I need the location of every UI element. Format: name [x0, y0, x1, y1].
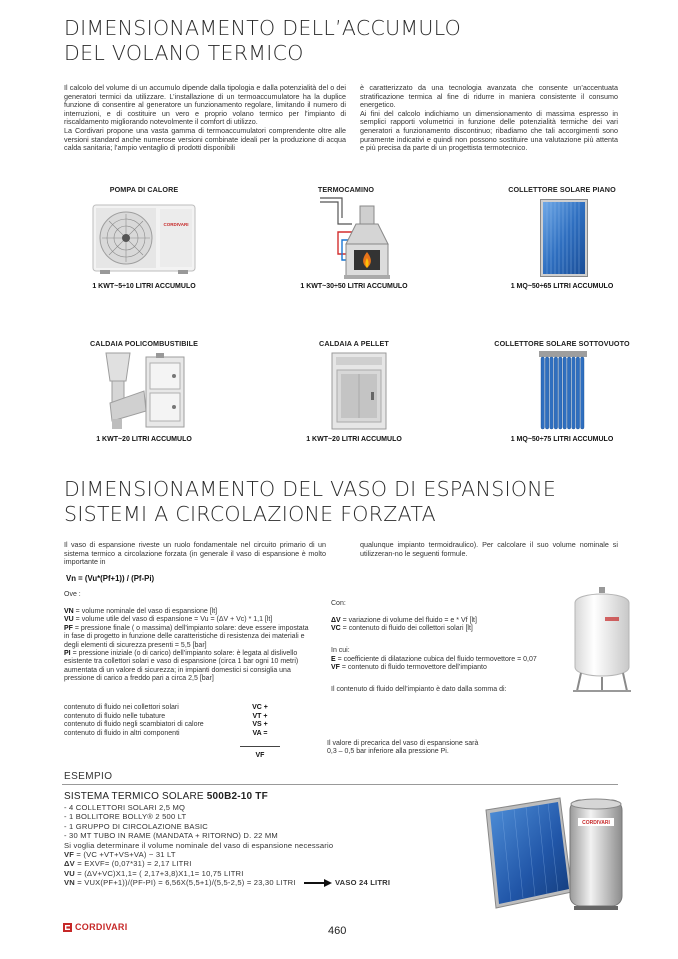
example-block — [64, 790, 390, 888]
con-label: Con: — [331, 600, 346, 607]
precarica-note — [327, 740, 478, 757]
section1-title — [64, 16, 461, 66]
content-value-vt: VT + — [252, 712, 268, 720]
product-caption-multifuel-boiler: 1 KWT~20 LITRI ACCUMULO — [96, 436, 192, 443]
esempio-heading: ESEMPIO — [64, 771, 113, 782]
section1-title-line2: DEL VOLANO TERMICO — [64, 41, 304, 65]
calc-delta-v: ΔV = EXVF= (0,07*31) = 2,17 LITRI — [64, 859, 192, 869]
def-vu: VU = volume utile del vaso di espansione = Vu = (ΔV + Vc) * 1,1 [lt] — [64, 616, 273, 624]
def-pi: PI = pressione iniziale (o di carico) dell’impianto solare: è legata al dislivello — [64, 650, 298, 658]
product-caption-flat-collector: 1 MQ~50÷65 LITRI ACCUMULO — [510, 283, 614, 290]
content-value-vs: VS + — [252, 721, 268, 729]
def-pf: PF = pressione finale ( o massima) dell’impianto solare: deve essere impostata — [64, 624, 309, 632]
example-question: Si voglia determinare il volume nominale del vaso di espansione necessario — [64, 840, 334, 850]
example-item-1: - 4 COLLETTORI SOLARI 2,5 MQ — [64, 803, 186, 812]
example-item-4: - 30 MT TUBO IN RAME (MANDATA + RITORNO) D. 22 MM — [64, 831, 278, 841]
definitions-right — [331, 617, 561, 634]
section2-intro-col1: Il vaso di espansione riveste un ruolo fondamentale nel circuito primario di un sistema termico a circolazione forzata (in generale il vaso di espansione è molto importante in — [64, 540, 326, 567]
definitions-right2 — [331, 656, 571, 673]
product-title-heat-pump: POMPA DI CALORE — [109, 185, 179, 194]
def-pf-cont2: degli elementi di sicurezza presenti = 5,5 [bar] — [64, 641, 207, 649]
section2-title — [64, 477, 556, 527]
section1-col2-p2: Ai fini del calcolo indichiamo un dimensionamento di massima espresso in semplici rapporti volumetrici in funzione delle potenzialità termiche dei vari generatori a funzionamento discontinuo; ribadiamo che tali accorgimenti sono puramente indicativi e quindi non possono sostituire una valutazione più attenta e più precisa da parte di un progettista termotecnico. — [360, 108, 618, 153]
vacuum-collector-image — [539, 351, 587, 436]
in-cui-label: In cui: — [331, 647, 350, 654]
product-title-pellet-boiler: CALDAIA A PELLET — [319, 339, 389, 348]
def-pi-cont3: pressione di carico a freddo pari a circa 2,5 [bar] — [64, 675, 214, 683]
def-vc: VC = contenuto di fluido dei collettori solari [lt] — [331, 625, 473, 633]
product-caption-fireplace: 1 KWT~30÷50 LITRI ACCUMULO — [300, 283, 408, 290]
cordivari-logo — [63, 922, 128, 932]
solar-system-image — [482, 796, 630, 919]
example-result: VASO 24 LITRI — [334, 878, 391, 888]
content-value-vc: VC + — [252, 704, 268, 711]
page-number: 460 — [328, 925, 347, 937]
def-pi-cont2: aumentata di un valore di sicurezza; in impianti domestici si consiglia una — [64, 666, 291, 674]
content-label-pipes: contenuto di fluido nelle tubature — [64, 712, 166, 720]
tank-brand-label: CORDIVARI — [582, 820, 610, 826]
calc-vf: VF = (VC +VT+VS+VA) ~ 31 LT — [64, 850, 176, 860]
calc-vu: VU = (ΔV+VC)X1,1= ( 2,17+3,8)X1,1= 10,75 LITRI — [64, 868, 244, 878]
content-sum-rule — [240, 746, 280, 747]
flat-collector-image — [540, 199, 588, 282]
heat-pump-image — [92, 204, 196, 279]
def-e: E = coefficiente di dilatazione cubica del fluido termovettore = 0,07 — [331, 656, 537, 663]
content-label-exchangers: contenuto di fluido negli scambiatori di calore — [64, 721, 204, 729]
def-vn: VN = volume nominale del vaso di espansione [lt] — [64, 608, 218, 615]
def-pf-cont1: in fase di progetto in funzione delle caratteristiche di resistenza dei materiali e — [64, 633, 305, 641]
precarica-line2: 0,3 – 0,5 bar inferiore alla pressione Pi. — [327, 748, 449, 756]
section1-col2-p1: è caratterizzato da una tecnologia avanzata che consente un’accentuata stratificazione termica al fine di ridurre in maniera consistente il consumo energetico. — [360, 83, 618, 110]
product-caption-heat-pump: 1 KWT~5÷10 LITRI ACCUMULO — [92, 283, 196, 290]
example-item-2: - 1 BOLLITORE BOLLY® 2 500 LT — [64, 812, 187, 822]
precarica-line1: Il valore di precarica del vaso di espansione sarà — [327, 740, 479, 747]
esempio-divider — [62, 784, 618, 785]
product-title-multifuel-boiler: CALDAIA POLICOMBUSTIBILE — [90, 339, 198, 348]
content-total-vf: VF — [255, 752, 265, 759]
section2-intro-col2: qualunque impianto termoidraulico). Per calcolare il suo volume nominale si utilizzeran-no le seguenti formule. — [360, 540, 618, 558]
content-label-collectors: contenuto di fluido nei collettori solari — [64, 704, 179, 711]
arrow-right-icon — [304, 879, 332, 887]
ove-label: Ove : — [64, 591, 81, 598]
unit-brand-label: CORDIVARI — [163, 222, 189, 227]
product-title-fireplace: TERMOCAMINO — [317, 185, 375, 194]
content-labels — [64, 704, 204, 738]
section1-title-line1: DIMENSIONAMENTO DELL’ACCUMULO — [64, 16, 462, 40]
section1-col2 — [360, 84, 618, 153]
content-label-other: contenuto di fluido in altri componenti — [64, 729, 180, 737]
pellet-boiler-image — [331, 352, 387, 435]
expansion-formula: Vn = (Vu*(Pf+1)) / (Pf-Pi) — [66, 574, 155, 583]
def-pi-cont1: esistente tra collettori solari e vaso di espansione (circa 1 bar ogni 10 metri) — [64, 658, 299, 666]
section2-title-line1: DIMENSIONAMENTO DEL VASO DI ESPANSIONE — [64, 477, 557, 501]
logo-text: CORDIVARI — [75, 922, 128, 932]
content-values — [244, 704, 276, 738]
expansion-vessel-image — [569, 587, 635, 700]
section2-title-line2: SISTEMI A CIRCOLAZIONE FORZATA — [64, 502, 436, 526]
content-value-va: VA = — [252, 729, 268, 737]
multifuel-boiler-image — [104, 351, 186, 436]
product-title-flat-collector: COLLETTORE SOLARE PIANO — [508, 185, 616, 194]
product-title-vacuum-collector: COLLETTORE SOLARE SOTTOVUOTO — [494, 339, 630, 348]
section1-col1-p1: Il calcolo del volume di un accumulo dipende dalla tipologia e dalla potenzialità del o dei generatori termici da utilizzare. L’installazione di un termoaccumulatore ha la duplice funzione di consentire al generatore un funzionamento regolare, limitando il numero di interruzioni, e di costituire un vero e proprio volano termico per l’impianto di riscaldamento migliorando notevolmente il comfort di utilizzo. — [64, 83, 346, 127]
example-system: SISTEMA TERMICO SOLARE 500B2-10 TF — [64, 791, 268, 802]
definitions-left — [64, 608, 326, 684]
calc-vn: VN = VUX(PF+1))/(PF-PI) = 6,56X(5,5+1)/(5,5-2,5) = 23,30 LITRI VASO 24 LITRI — [64, 878, 391, 888]
contenuto-note: Il contenuto di fluido dell’impianto è dato dalla somma di: — [331, 686, 507, 693]
def-vf: VF = contenuto di fluido termovettore dell’impianto — [331, 664, 487, 672]
section1-col1 — [64, 84, 346, 153]
product-caption-vacuum-collector: 1 MQ~50÷75 LITRI ACCUMULO — [510, 436, 614, 443]
cordivari-mark-icon — [63, 923, 72, 932]
def-delta-v: ΔV = variazione di volume del fluido = e * Vf [lt] — [331, 617, 477, 624]
example-item-3: - 1 GRUPPO DI CIRCOLAZIONE BASIC — [64, 821, 208, 831]
product-caption-pellet-boiler: 1 KWT~20 LITRI ACCUMULO — [306, 436, 402, 443]
fireplace-image — [316, 196, 396, 285]
section1-col1-p2: La Cordivari propone una vasta gamma di termoaccumulatori comprendente oltre alle versioni standard anche numerose versioni combinate ideali per la produzione di acqua calda sanitaria; l’ampio ventaglio di prodotti disponibili — [64, 125, 346, 153]
